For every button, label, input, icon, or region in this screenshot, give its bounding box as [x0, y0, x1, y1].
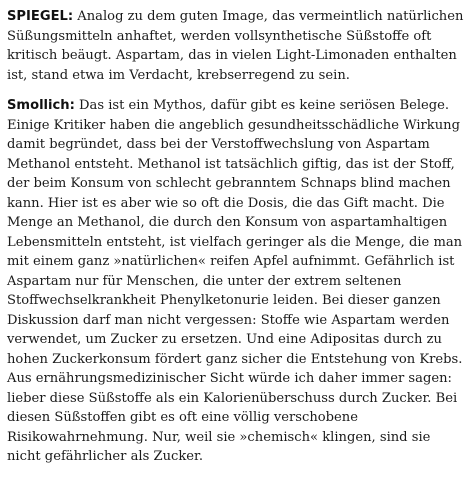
speaker-label-spiegel: SPIEGEL: [7, 9, 74, 24]
interview-answer [7, 96, 465, 467]
answer-text: Das ist ein Mythos, dafür gibt es keine seriösen Belege. Einige Kritiker haben die angeblich gesundheitsschädliche Wirkung damit begründet, dass bei der Verstoffwechslung von Aspartam Methanol entsteht. Methanol ist tatsächlich giftig, das ist der Stoff, der beim Konsum von schlecht gebranntem Schnaps blind machen kann. Hier ist es aber wie so oft die Dosis, die das Gift macht. Die Menge an Methanol, die durch den Konsum von aspartamhaltigen Lebensmitteln entsteht, ist vielfach geringer als die Menge, die man mit einem ganz »natürlichen« reifen Apfel aufnimmt. Gefährlich ist Aspartam nur für Menschen, die unter der extrem seltenen Stoffwechselkrankheit Phenylketonurie leiden. Bei dieser ganzen Diskussion darf man nicht vergessen: Stoffe wie Aspartam werden verwendet, um Zucker zu ersetzen. Und eine Adipositas durch zu hohen Zuckerkonsum fördert ganz sicher die Entstehung von Krebs. Aus ernährungsmedizinischer Sicht würde ich daher immer sagen: lieber diese Süßstoffe als ein Kalorienüberschuss durch Zucker. Bei diesen Süßstoffen gibt es oft eine völlig verschobene Risikowahrnehmung. Nur, weil sie »chemisch« klingen, sind sie nicht gefährlicher als Zucker. [7, 98, 463, 464]
article-body [7, 7, 465, 478]
interview-question [7, 7, 465, 85]
speaker-label-smollich: Smollich: [7, 98, 75, 113]
question-text: Analog zu dem guten Image, das vermeintlich natürlichen Süßungsmitteln anhaftet, werden vollsynthetische Süßstoffe oft kritisch beäugt. Aspartam, das in vielen Light-Limonaden enthalten ist, stand etwa im Verdacht, krebserregend zu sein. [7, 9, 464, 83]
